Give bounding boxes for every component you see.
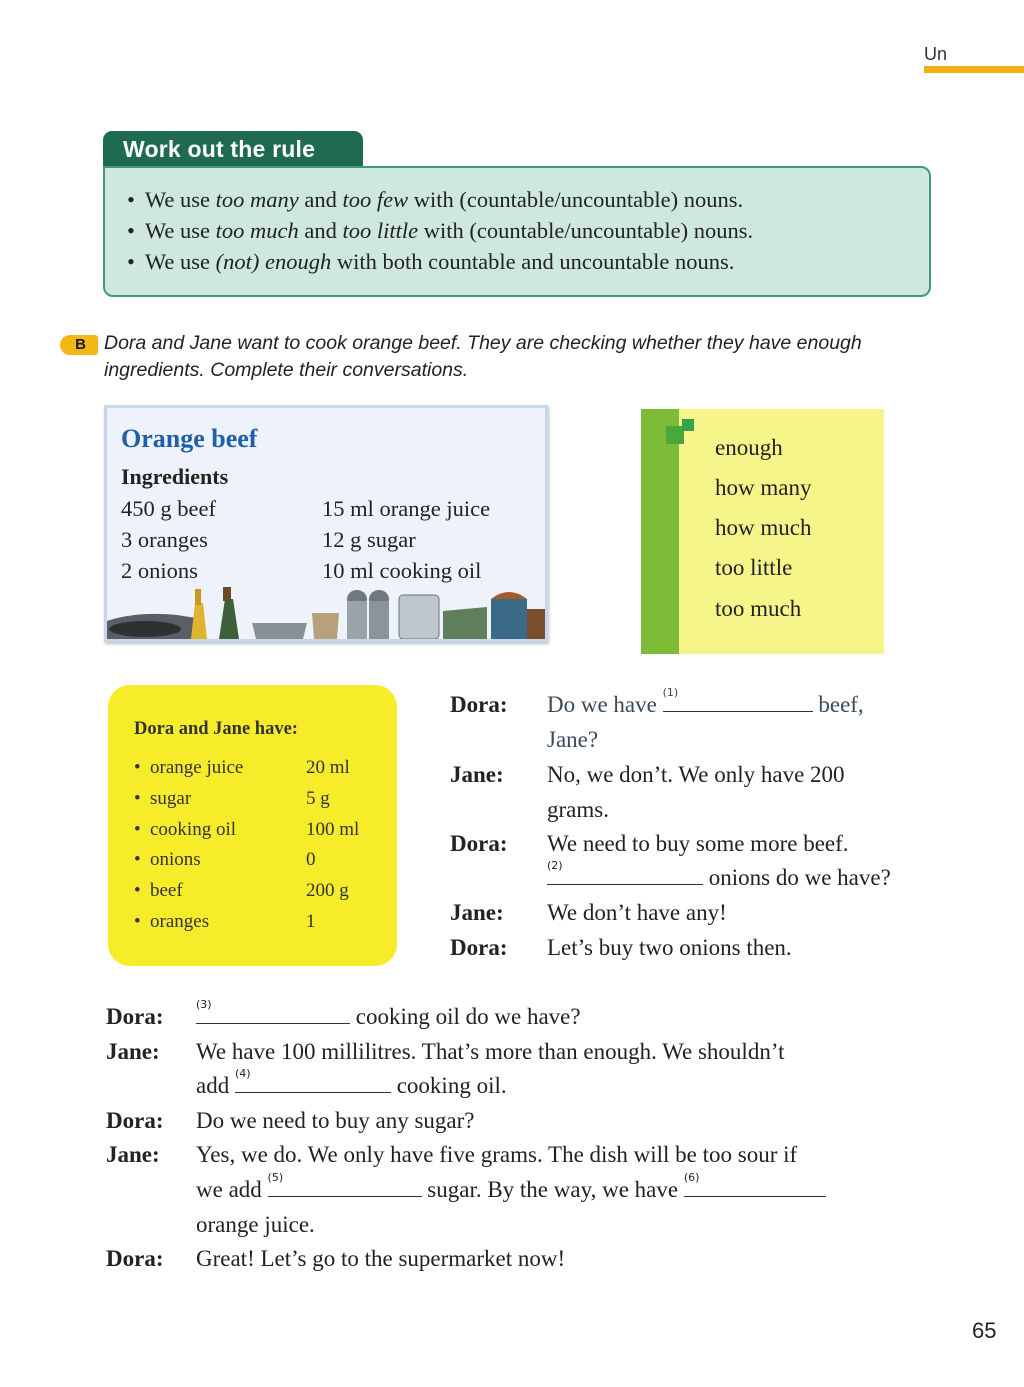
speaker-label: Dora:: [106, 1004, 164, 1029]
speaker-label: Dora:: [106, 1108, 164, 1133]
pantry-item: • cooking oil: [134, 819, 237, 840]
ingredient-item: 10 ml cooking oil: [322, 558, 482, 583]
ingredient-item: 450 g beef: [121, 496, 216, 521]
word-bank-item: how much: [715, 515, 812, 540]
rule-line-1: • We use too many and too few with (countable/uncountable) nouns.: [127, 187, 744, 212]
dialogue-line: (3) cooking oil do we have?: [196, 998, 581, 1029]
dialogue-line: we add (5) sugar. By the way, we have (6): [196, 1177, 826, 1203]
pantry-amount: 20 ml: [306, 757, 350, 778]
unit-label: Un: [924, 44, 948, 64]
dialogue-line: We need to buy some more beef.: [547, 831, 849, 856]
recipe-subtitle: Ingredients: [121, 464, 229, 489]
word-bank: [641, 409, 884, 654]
answer-blank[interactable]: (4): [235, 1073, 391, 1093]
kitchen-illustration: [107, 559, 548, 639]
dialogue-line: (2) onions do we have?: [547, 859, 891, 890]
word-bank-item: too little: [715, 555, 793, 580]
task-badge: B: [60, 335, 98, 355]
dialogue-line: Great! Let’s go to the supermarket now!: [196, 1246, 566, 1271]
speaker-label: Jane:: [106, 1039, 160, 1064]
pantry-box: [108, 685, 397, 966]
page-number: 65: [972, 1318, 997, 1343]
ingredient-item: 15 ml orange juice: [322, 496, 491, 521]
rule-box: [103, 166, 931, 297]
pantry-item: • sugar: [134, 788, 192, 809]
speaker-label: Dora:: [106, 1246, 164, 1271]
dialogue-line: orange juice.: [196, 1212, 315, 1237]
pantry-title: Dora and Jane have:: [134, 719, 298, 739]
pantry-amount: 200 g: [306, 880, 349, 901]
recipe-card: [104, 405, 548, 642]
dialogue-line: Yes, we do. We only have five grams. The dish will be too sour if: [196, 1142, 798, 1167]
dialogue-line: add (4) cooking oil.: [196, 1067, 507, 1098]
pantry-item: • beef: [134, 880, 183, 901]
word-bank-item: enough: [715, 435, 783, 460]
recipe-title: Orange beef: [121, 424, 258, 453]
pantry-item: • onions: [134, 849, 201, 870]
answer-blank[interactable]: (6): [684, 1177, 826, 1197]
dialogue-line: Do we have (1) beef,: [547, 686, 864, 717]
rule-title: Work out the rule: [103, 131, 363, 169]
speaker-label: Dora:: [450, 831, 508, 856]
speaker-label: Jane:: [450, 900, 504, 925]
dialogue-line: No, we don’t. We only have 200: [547, 762, 845, 787]
pantry-amount: 1: [306, 911, 316, 932]
ingredient-item: 2 onions: [121, 558, 198, 583]
answer-blank[interactable]: (3): [196, 1004, 350, 1024]
speaker-label: Jane:: [106, 1142, 160, 1167]
dialogue-line: We don’t have any!: [547, 900, 727, 925]
pantry-amount: 100 ml: [306, 819, 360, 840]
pantry-amount: 5 g: [306, 788, 330, 809]
dialogue-line: We have 100 millilitres. That’s more than enough. We shouldn’t: [196, 1039, 785, 1064]
ingredient-item: 12 g sugar: [322, 527, 416, 552]
rule-line-3: • We use (not) enough with both countable and uncountable nouns.: [127, 249, 735, 274]
answer-blank[interactable]: (1): [663, 692, 813, 712]
dialogue-line: Let’s buy two onions then.: [547, 935, 792, 960]
ingredient-item: 3 oranges: [121, 527, 208, 552]
answer-blank[interactable]: (2): [547, 865, 703, 885]
word-bank-item: how many: [715, 475, 812, 500]
decor-square: [682, 419, 694, 431]
pantry-item: • orange juice: [134, 757, 244, 778]
answer-blank[interactable]: (5): [268, 1177, 422, 1197]
unit-tab-bar: [924, 66, 1024, 73]
speaker-label: Jane:: [450, 762, 504, 787]
speaker-label: Dora:: [450, 692, 508, 717]
dialogue-line: Do we need to buy any sugar?: [196, 1108, 475, 1133]
word-bank-item: too much: [715, 596, 802, 621]
dialogue-line: grams.: [547, 797, 609, 822]
task-instruction: Dora and Jane want to cook orange beef. They are checking whether they have enough ingredients. Complete their conversations.: [104, 332, 862, 381]
dialogue-line: Jane?: [547, 727, 599, 752]
speaker-label: Dora:: [450, 935, 508, 960]
rule-line-2: • We use too much and too little with (countable/uncountable) nouns.: [127, 218, 754, 243]
word-bank-strip: [641, 409, 679, 654]
pantry-amount: 0: [306, 849, 316, 870]
pantry-item: • oranges: [134, 911, 210, 932]
